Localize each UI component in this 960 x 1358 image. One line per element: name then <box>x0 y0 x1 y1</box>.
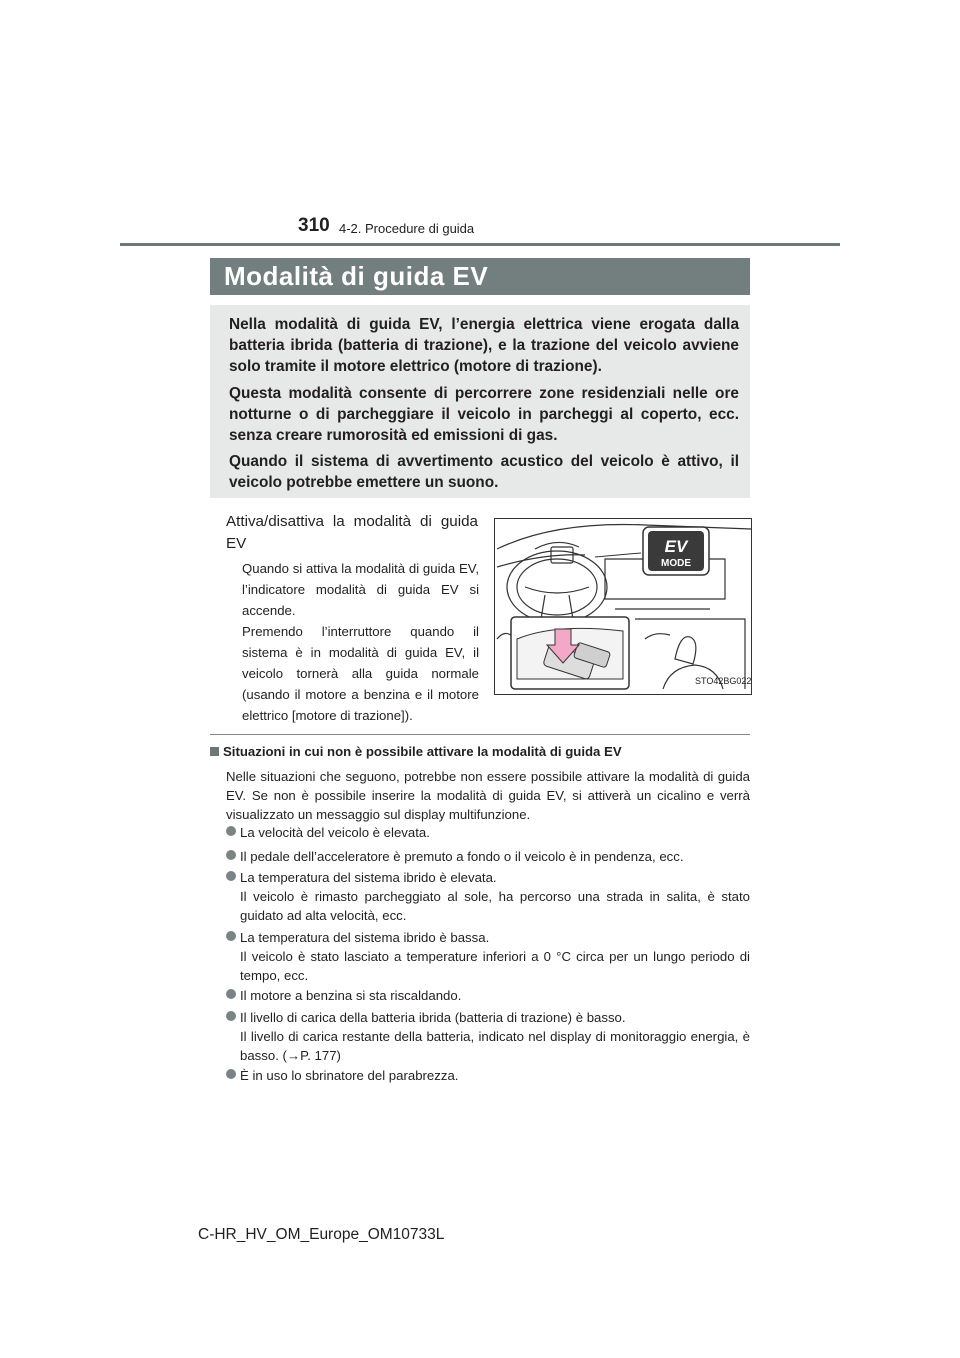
list-item <box>226 928 750 985</box>
situations-body: Nelle situazioni che seguono, potrebbe non essere possibile attivare la modalità di guida EV. Se non è possibile inserire la modalità di guida EV, si attiverà un cicalino e verrà visualizzato un messaggio sul display multifunzione. <box>226 769 750 822</box>
list-item <box>226 1008 750 1065</box>
list-item <box>226 868 750 925</box>
header-divider <box>120 243 840 246</box>
intro-paragraph: Questa modalità consente di percorrere zone residenziali nelle ore notturne o di parcheggiare il veicolo in parcheggi al coperto, ecc. senza creare rumorosità ed emissioni di gas. <box>229 385 739 444</box>
situations-title-text: Situazioni in cui non è possibile attivare la modalità di guida EV <box>223 744 622 759</box>
bullet-icon <box>226 850 236 860</box>
page-number: 310 <box>298 215 330 236</box>
ev-mode-label: MODE <box>661 558 691 569</box>
intro-box <box>210 305 750 498</box>
bullet-icon <box>226 1069 236 1079</box>
intro-paragraph: Nella modalità di guida EV, l’energia elettrica viene erogata dalla batteria ibrida (batteria di trazione), e la trazione del veicolo avviene solo tramite il motore elettrico (motore di trazione). <box>229 316 739 375</box>
bullet-icon <box>226 931 236 941</box>
list-item-text: È in uso lo sbrinatore del parabrezza. <box>240 1068 459 1083</box>
section-divider <box>210 734 750 735</box>
ev-switch-note: Quando si attiva la modalità di guida EV, l’indicatore modalità di guida EV si accende. <box>242 561 479 618</box>
list-item-text: La temperatura del sistema ibrido è elevata. <box>240 870 497 885</box>
list-item-text: Il livello di carica della batteria ibrida (batteria di trazione) è basso. <box>240 1010 626 1025</box>
bullet-icon <box>226 826 236 836</box>
list-item-text: La velocità del veicolo è elevata. <box>240 825 430 840</box>
dashboard-illustration <box>495 519 751 694</box>
list-item-text: Il motore a benzina si sta riscaldando. <box>240 988 462 1003</box>
ev-switch-note: Premendo l’interruttore quando il sistema è in modalità di guida EV, il veicolo tornerà alla guida normale (usando il motore a benzina e il motore elettrico [motore di trazione]). <box>242 624 479 723</box>
list-item <box>226 1066 750 1085</box>
list-item-text: La temperatura del sistema ibrido è bassa. <box>240 930 490 945</box>
ev-switch-heading: Attiva/disattiva la modalità di guida EV <box>226 513 478 552</box>
list-item-text: Il pedale dell’acceleratore è premuto a fondo o il veicolo è in pendenza, ecc. <box>240 849 684 864</box>
bullet-icon <box>226 1011 236 1021</box>
bullet-icon <box>226 989 236 999</box>
list-item-detail: Il veicolo è rimasto parcheggiato al sole, ha percorso una strada in salita, è stato guidato ad alta velocità, ecc. <box>240 889 750 923</box>
list-item-detail: Il veicolo è stato lasciato a temperature inferiori a 0 °C circa per un lungo periodo di tempo, ecc. <box>240 949 750 983</box>
list-item <box>226 986 750 1005</box>
list-item-detail: Il livello di carica restante della batteria, indicato nel display di monitoraggio energia, è basso. (→P. 177) <box>240 1029 750 1063</box>
title-bar <box>210 258 750 295</box>
section-label: 4-2. Procedure di guida <box>339 221 475 236</box>
page-title: Modalità di guida EV <box>224 261 489 291</box>
bullet-icon <box>226 871 236 881</box>
ev-mode-label: EV <box>664 537 688 556</box>
list-item <box>226 823 750 842</box>
figure-code: STO42BG022 <box>695 676 752 686</box>
list-item <box>226 847 750 866</box>
situations-title <box>210 744 622 759</box>
square-bullet-icon <box>210 747 219 756</box>
ev-mode-switch-illustration <box>494 518 752 695</box>
intro-paragraph: Quando il sistema di avvertimento acustico del veicolo è attivo, il veicolo potrebbe emettere un suono. <box>229 453 739 491</box>
document-footer: C-HR_HV_OM_Europe_OM10733L <box>198 1226 445 1243</box>
